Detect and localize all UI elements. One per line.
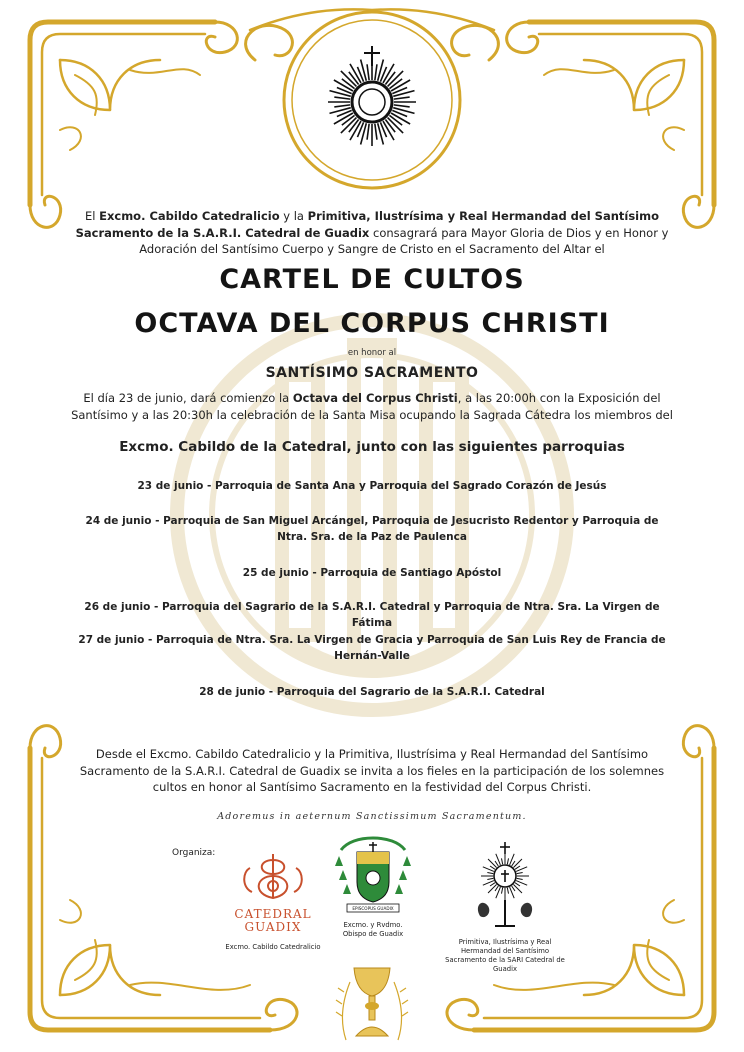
bishop-motto: EPISCOPUS GUADIX xyxy=(352,906,394,911)
intro-text-3: consagrará para Mayor Gloria de Dios y en Honor y Adoración del Santísimo Cuerpo y Sangre de Cristo en el Sacramento del Altar el xyxy=(139,225,669,256)
announcement-paragraph xyxy=(60,390,684,423)
latin-motto: Adoremus in aeternum Sanctissimum Sacramentum. xyxy=(217,811,527,822)
monstrance-icon xyxy=(312,40,432,160)
bishop-crest-icon xyxy=(333,832,413,916)
intro-bold-cabildo: Excmo. Cabildo Catedralicio xyxy=(99,209,280,223)
intro-text-1: El xyxy=(84,209,100,223)
schedule-entry-5: 27 de junio - Parroquia de Ntra. Sra. La Virgen de Gracia y Parroquia de San Luis Rey de Francia de Hernán-Valle xyxy=(78,634,666,662)
brotherhood-emblem xyxy=(470,840,540,936)
cathedral-logo xyxy=(228,850,318,934)
cathedral-word-1: CATEDRAL xyxy=(234,907,312,921)
schedule-entry-6: 28 de junio - Parroquia del Sagrario de la S.A.R.I. Catedral xyxy=(199,686,545,698)
subject-heading: SANTÍSIMO SACRAMENTO xyxy=(265,365,479,381)
cathedral-word-2: GUADIX xyxy=(244,920,302,934)
bishop-caption: Excmo. y Rvdmo. Obispo de Guadix xyxy=(342,921,404,938)
schedule-entry-1: 23 de junio - Parroquia de Santa Ana y Parroquia del Sagrado Corazón de Jesús xyxy=(137,480,607,492)
closing-paragraph: Desde el Excmo. Cabildo Catedralicio y la Primitiva, Ilustrísima y Real Hermandad del Santísimo Sacramento de la S.A.R.I. Catedral de Guadix se invita a los fieles en la participación de los solemnes cultos en honor al Santísimo Sacramento en la festividad del Corpus Christi. xyxy=(79,747,665,794)
title-line-1: CARTEL DE CULTOS xyxy=(219,264,525,295)
schedule-entry-2: 24 de junio - Parroquia de San Miguel Arcángel, Parroquia de Jesucristo Redentor y Parroquia de Ntra. Sra. de la Paz de Paulenca xyxy=(85,515,659,543)
intro-paragraph xyxy=(60,208,684,258)
honor-label: en honor al xyxy=(347,348,397,358)
organiza-label: Organiza: xyxy=(172,848,216,858)
cathedral-caption: Excmo. Cabildo Catedralicio xyxy=(225,943,321,951)
announcement-bold: Octava del Corpus Christi xyxy=(292,391,458,405)
frame-corner-top-left xyxy=(30,22,215,205)
cabildo-heading: Excmo. Cabildo de la Catedral, junto con las siguientes parroquias xyxy=(119,439,625,455)
frame-corner-top-right xyxy=(529,22,714,205)
title-line-2: OCTAVA DEL CORPUS CHRISTI xyxy=(134,308,610,339)
brotherhood-monstrance-icon xyxy=(470,840,540,932)
schedule-entry-4: 26 de junio - Parroquia del Sagrario de la S.A.R.I. Catedral y Parroquia de Ntra. Sra. La Virgen de Fátima xyxy=(84,601,660,629)
cathedral-emblem-icon xyxy=(228,850,318,904)
bishop-coat-of-arms xyxy=(333,832,413,920)
brotherhood-caption: Primitiva, Ilustrísima y Real Hermandad del Santísimo Sacramento de la SARI Catedral de Guadix xyxy=(445,938,565,973)
intro-text-2: y la xyxy=(279,209,308,223)
chalice-icon xyxy=(332,962,412,1046)
announcement-text-1: El día 23 de junio, dará comienzo la xyxy=(83,391,293,405)
schedule-entry-3: 25 de junio - Parroquia de Santiago Apóstol xyxy=(242,567,502,579)
announcement-text-2: , a las 20:00h con la Exposición del Santísimo y a las 20:30h la celebración de la Santa Misa ocupando la Sagrada Cátedra los miembros del xyxy=(71,391,673,422)
intro-bold-hermandad: Primitiva, Ilustrísima y Real Hermandad del Santísimo Sacramento de la S.A.R.I. Catedral de Guadix xyxy=(75,209,660,240)
